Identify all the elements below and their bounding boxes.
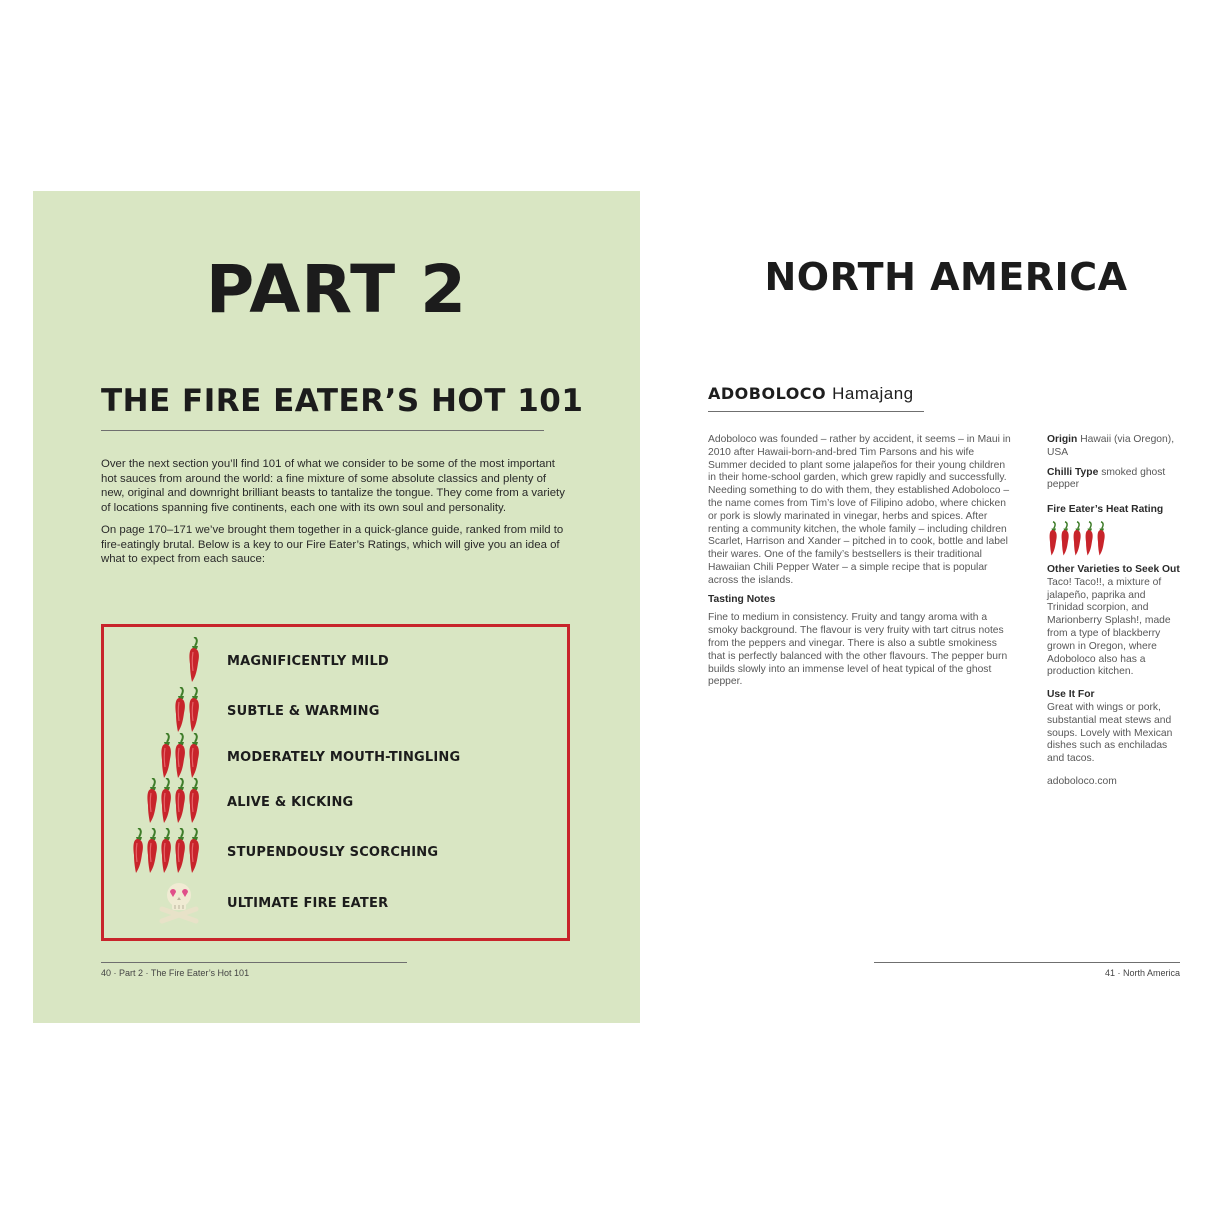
ratings-key-box [101,624,570,941]
right-page [640,191,1214,1023]
skull-crossbones-icon [112,879,202,925]
footer-rule [874,962,1180,963]
chilli-pepper-icon [1095,521,1107,557]
rating-label: SUBTLE & WARMING [227,704,380,719]
use-it-for-value: Great with wings or pork, substantial meat stews and soups. Lovely with Mexican dishes such as enchiladas and tacos. [1047,701,1173,765]
chilli-pepper-icon [112,828,202,874]
left-page [33,191,640,1023]
chilli-pepper-icon [1047,521,1059,557]
rating-label: MODERATELY MOUTH-TINGLING [227,750,461,765]
other-varieties-label: Other Varieties to Seek Out [1047,563,1180,575]
heat-rating-chillies [1047,521,1183,557]
product-name: Hamajang [832,384,914,403]
chilli-type-value: smoked ghost pepper [1047,466,1166,491]
other-varieties-value: Taco! Taco!!, a mixture of jalapeño, paprika and Trinidad scorpion, and Marionberry Splash!, made from a type of blackberry grown in Oregon, where Adoboloco also has a production kitchen. [1047,576,1171,678]
intro-paragraph: Over the next section you’ll find 101 of what we consider to be some of the most important hot sauces from around the world: a fine mixture of some absolute classics and plenty of new, original and downright brilliant beasts to tantalize the tongue. They come from a variety of locations spanning five continents, each one with its own soul and personality. [101,458,565,514]
use-it-for-block [1047,689,1183,766]
heat-rating-block [1047,504,1183,557]
details-column [1047,434,1183,796]
use-it-for-label: Use It For [1047,689,1095,701]
chilli-pepper-icon [1071,521,1083,557]
rating-row-1 [104,637,567,683]
tasting-notes-heading: Tasting Notes [708,593,776,605]
region-title: NORTH AMERICA [764,255,1128,299]
intro-text [101,457,571,575]
heat-rating-label: Fire Eater’s Heat Rating [1047,504,1164,516]
section-divider [101,430,544,431]
rating-row-2 [104,687,567,733]
description-column [708,434,1014,695]
brand-name: ADOBOLOCO [708,384,827,403]
part-title: PART 2 [205,251,468,328]
chilli-pepper-icon [1059,521,1071,557]
rating-row-3 [104,733,567,779]
section-title: THE FIRE EATER’S HOT 101 [101,383,584,419]
rating-row-4 [104,778,567,824]
website: adoboloco.com [1047,775,1117,787]
sauce-heading [708,384,914,404]
chilli-pepper-icon [112,687,202,733]
intro-paragraph: On page 170–171 we’ve brought them together in a quick-glance guide, ranked from mild to fire-eatingly brutal. Below is a key to our Fire Eater’s Ratings, which will give you an idea of what to expect from each sauce: [101,524,564,565]
heading-divider [708,411,924,412]
rating-label: MAGNIFICENTLY MILD [227,654,389,669]
chilli-type-block [1047,467,1183,493]
chilli-pepper-icon [112,733,202,779]
origin-label: Origin [1047,434,1078,445]
chilli-type-label: Chilli Type [1047,466,1099,478]
tasting-notes-text: Fine to medium in consistency. Fruity and tangy aroma with a smoky background. The flavour is very fruity with tart citrus notes from the peppers and vinegar. There is also a subtle smokiness that is perfectly balanced with the other flavours. The pepper burn builds slowly into an immense level of heat typical of the ghost pepper. [708,612,1008,688]
page-footer: 40 · Part 2 · The Fire Eater’s Hot 101 [101,968,250,978]
rating-row-5 [104,828,567,874]
chilli-pepper-icon [112,778,202,824]
footer-rule [101,962,407,963]
chilli-pepper-icon [112,637,202,683]
chilli-pepper-icon [1083,521,1095,557]
description-text: Adoboloco was founded – rather by accident, it seems – in Maui in 2010 after Hawaii-born-and-bred Tim Parsons and his wife Summer decided to plant some jalapeños for their young children in their home-school garden, which grew rapidly and successfully. Needing something to do with them, they established Adoboloco – the name comes from Tim’s love of Filipino adobo, where chicken or pork is slowly marinated in vinegar, herbs and spices. After renting a community kitchen, the whole family – including children Scarlet, Harrison and Xander – pitched in to cook, bottle and label their wares. One of the family’s bestsellers is their traditional Hawaiian Chili Pepper Water – a simple recipe that is popular across the islands. [708,434,1011,586]
page-footer: 41 · North America [1104,968,1180,978]
rating-label: ULTIMATE FIRE EATER [227,896,389,911]
origin-block [1047,434,1183,460]
origin-value: Hawaii (via Oregon), USA [1047,434,1175,458]
rating-row-6 [104,879,567,925]
rating-label: STUPENDOUSLY SCORCHING [227,845,439,860]
rating-label: ALIVE & KICKING [227,795,354,810]
other-varieties-block [1047,564,1183,679]
